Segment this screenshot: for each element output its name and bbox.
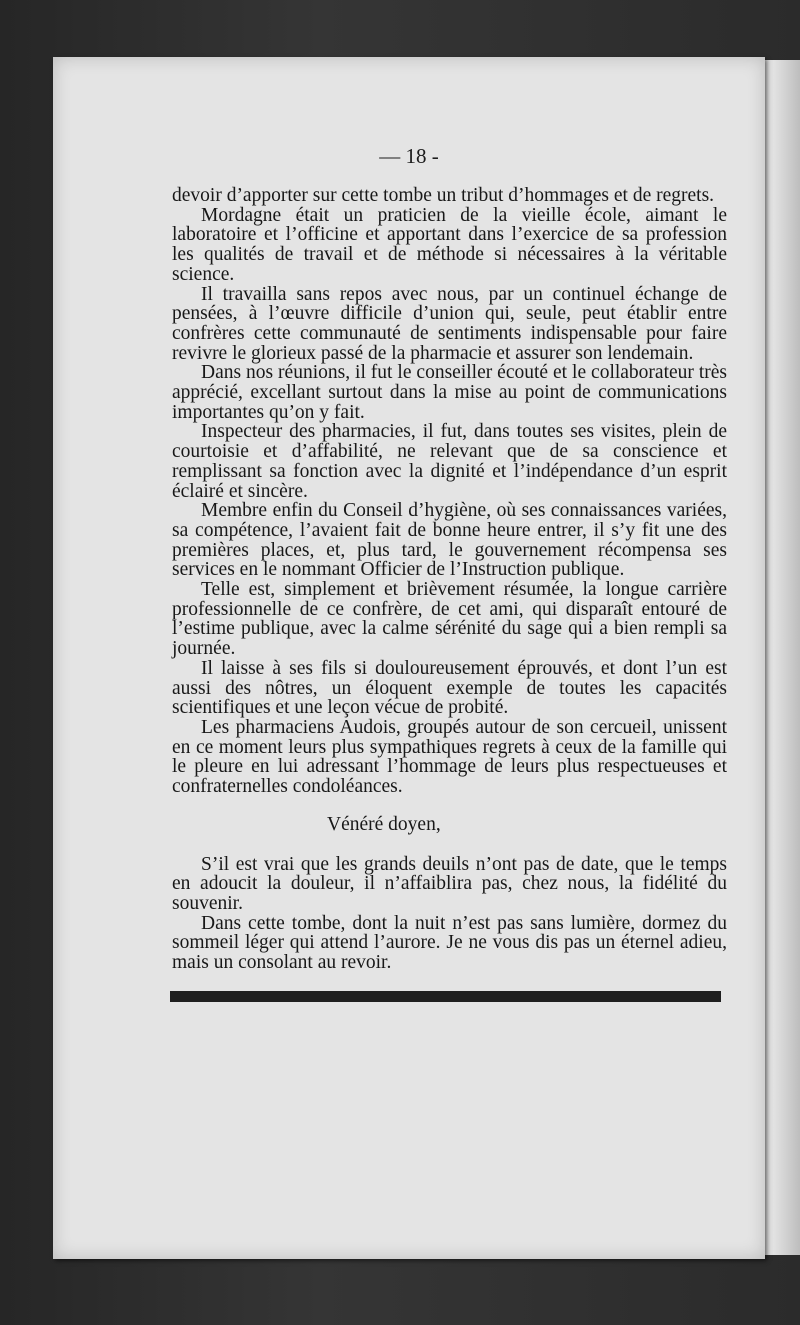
- body-text: [172, 186, 727, 973]
- paragraph: Membre enfin du Conseil d’hygiène, où ses connaissances variées, sa compétence, l’avaient fait de bonne heure entrer, il s’y fit une des premières places, et, plus tard, le gouvernement récompensa ses services en le nommant Officier de l’Instruction publique.: [172, 500, 727, 581]
- paragraph: S’il est vrai que les grands deuils n’ont pas de date, que le temps en adoucit la douleur, il n’affaiblira pas, chez nous, la fidélité du souvenir.: [172, 853, 727, 914]
- next-page-edge: [760, 60, 800, 1255]
- book-page: [53, 57, 765, 1259]
- paragraph: Les pharmaciens Audois, groupés autour de son cercueil, unissent en ce moment leurs plus sympathiques regrets à ceux de la famille qui le pleure en lui adressant l’hommage de leurs plus respectueuses et confraternelles condoléances.: [172, 716, 727, 798]
- paragraph: Telle est, simplement et brièvement résumée, la longue carrière professionnelle de ce confrère, de cet ami, qui disparaît entouré de l’estime publique, avec la calme sérénité du sage qui a bien rempli sa journée.: [172, 579, 727, 660]
- paragraph: Il laisse à ses fils si douloureusement éprouvés, et dont l’un est aussi des nôtres, un éloquent exemple de toutes les capacités scientifiques et une leçon vécue de probité.: [172, 657, 727, 719]
- section-divider-rule: [170, 991, 721, 1002]
- paragraph: Dans cette tombe, dont la nuit n’est pas sans lumière, dormez du sommeil léger qui attend l’aurore. Je ne vous dis pas un éternel adieu, mais un consolant au revoir.: [172, 912, 727, 974]
- paragraph: Dans nos réunions, il fut le conseiller écouté et le collaborateur très apprécié, excellant surtout dans la mise au point de communications importantes qu’on y fait.: [172, 362, 727, 423]
- salutation: Vénéré doyen,: [327, 813, 441, 835]
- paragraph: Mordagne était un praticien de la vieille école, aimant le laboratoire et l’officine et apportant dans l’exercice de sa profession les qualités de travail et de méthode si nécessaires à la véritable science.: [172, 204, 727, 285]
- paragraph: Il travailla sans repos avec nous, par un continuel échange de pensées, à l’œuvre difficile d’union qui, seule, peut établir entre confrères cette communauté de sentiments indispensable pour faire revivre le glorieux passé de la pharmacie et assurer son lendemain.: [172, 283, 727, 364]
- page-number: — 18 -: [379, 144, 439, 168]
- paragraph-continuation: devoir d’apporter sur cette tombe un tribut d’hommages et de regrets.: [172, 185, 715, 206]
- paragraph: Inspecteur des pharmacies, il fut, dans toutes ses visites, plein de courtoisie et d’affabilité, ne relevant que de sa conscience et remplissant sa fonction avec la dignité et l’indépendance d’un esprit éclairé et sincère.: [172, 421, 727, 502]
